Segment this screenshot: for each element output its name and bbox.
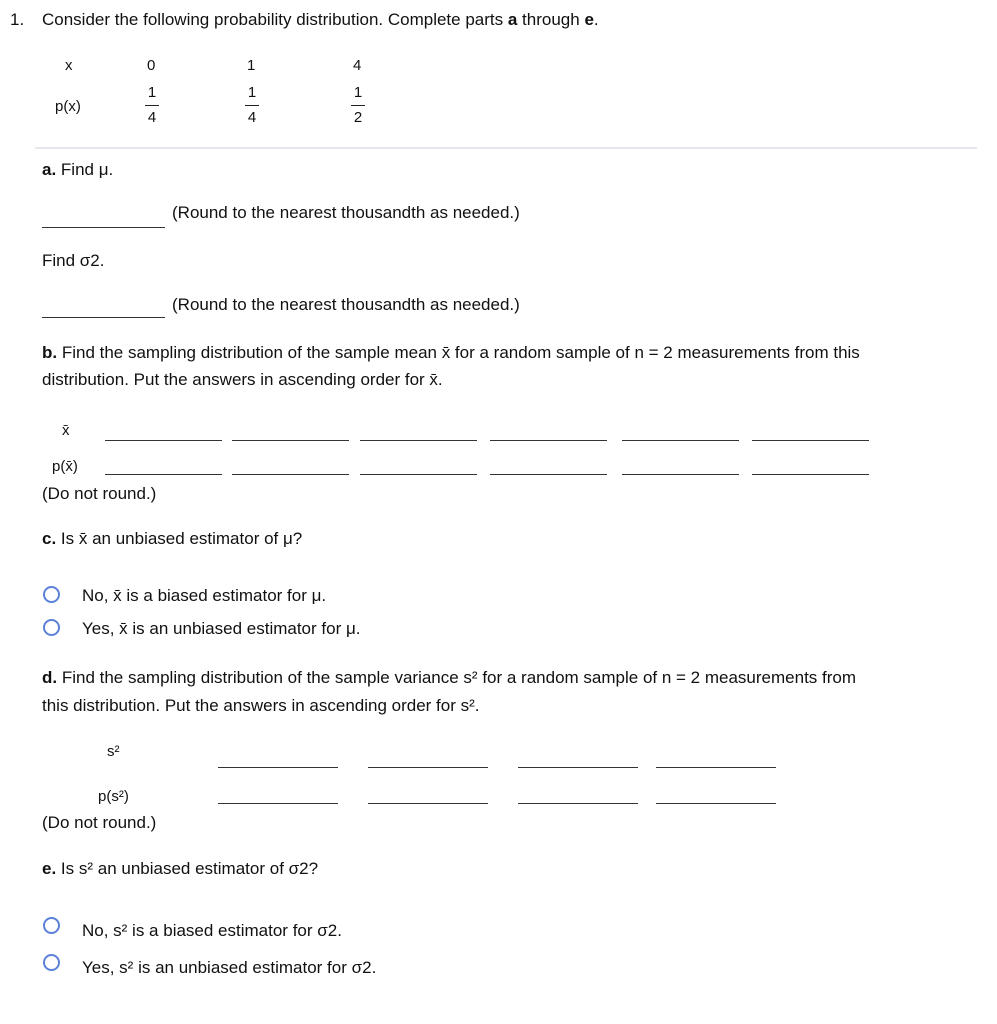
x-label: x	[65, 57, 73, 74]
round-note: (Round to the nearest thousandth as needed.)	[172, 203, 520, 222]
radio-button[interactable]	[43, 586, 60, 603]
probability-fraction: 1 4	[242, 84, 262, 127]
x-value: 1	[247, 57, 256, 74]
part-b-prompt: b. Find the sampling distribution of the sample mean x̄ for a random sample of n = 2 measurements from this	[42, 343, 860, 362]
pxbar-value-input[interactable]	[622, 474, 739, 475]
option-label[interactable]: No, x̄ is a biased estimator for μ.	[82, 586, 327, 605]
xbar-value-input[interactable]	[490, 440, 607, 441]
pxbar-value-input[interactable]	[105, 474, 222, 475]
s2-value-input[interactable]	[218, 767, 338, 768]
pxbar-value-input[interactable]	[490, 474, 607, 475]
option-label[interactable]: Yes, x̄ is an unbiased estimator for μ.	[82, 619, 361, 638]
part-a-prompt: a. Find μ.	[42, 160, 114, 179]
probability-fraction: 1 4	[142, 84, 162, 127]
part-c-prompt: c. Is x̄ an unbiased estimator of μ?	[42, 529, 303, 548]
option-label[interactable]: Yes, s² is an unbiased estimator for σ2.	[82, 958, 377, 977]
ps2-value-input[interactable]	[656, 803, 776, 804]
xbar-value-input[interactable]	[752, 440, 869, 441]
xbar-value-input[interactable]	[105, 440, 222, 441]
question-number: 1.	[10, 10, 25, 29]
do-not-round-note: (Do not round.)	[42, 813, 157, 832]
radio-button[interactable]	[43, 954, 60, 971]
question-prompt: Consider the following probability distribution. Complete parts a through e.	[42, 10, 599, 29]
part-d-prompt-line2: this distribution. Put the answers in ascending order for s².	[42, 696, 480, 715]
x-value: 4	[353, 57, 362, 74]
ps2-value-input[interactable]	[368, 803, 488, 804]
find-sigma-prompt: Find σ2.	[42, 251, 105, 270]
part-b-prompt-line2: distribution. Put the answers in ascending order for x̄.	[42, 370, 443, 389]
part-d-prompt: d. Find the sampling distribution of the sample variance s² for a random sample of n = 2 measurements from	[42, 668, 857, 687]
pxbar-value-input[interactable]	[360, 474, 477, 475]
pxbar-value-input[interactable]	[752, 474, 869, 475]
xbar-row-label: x̄	[62, 422, 70, 439]
s2-row-label: s²	[107, 743, 120, 760]
do-not-round-note: (Do not round.)	[42, 484, 157, 503]
px-label: p(x)	[55, 98, 81, 115]
ps2-value-input[interactable]	[218, 803, 338, 804]
s2-value-input[interactable]	[518, 767, 638, 768]
xbar-value-input[interactable]	[360, 440, 477, 441]
divider	[35, 147, 977, 149]
ps2-row-label: p(s²)	[98, 788, 129, 805]
xbar-value-input[interactable]	[622, 440, 739, 441]
probability-fraction: 1 2	[348, 84, 368, 127]
pxbar-value-input[interactable]	[232, 474, 349, 475]
radio-button[interactable]	[43, 619, 60, 636]
x-value: 0	[147, 57, 156, 74]
radio-button[interactable]	[43, 917, 60, 934]
s2-value-input[interactable]	[368, 767, 488, 768]
pxbar-row-label: p(x̄)	[52, 458, 78, 475]
sigma-squared-answer-input[interactable]	[42, 317, 165, 318]
xbar-value-input[interactable]	[232, 440, 349, 441]
ps2-value-input[interactable]	[518, 803, 638, 804]
mu-answer-input[interactable]	[42, 227, 165, 228]
part-e-prompt: e. Is s² an unbiased estimator of σ2?	[42, 859, 319, 878]
s2-value-input[interactable]	[656, 767, 776, 768]
option-label[interactable]: No, s² is a biased estimator for σ2.	[82, 921, 342, 940]
round-note: (Round to the nearest thousandth as needed.)	[172, 295, 520, 314]
